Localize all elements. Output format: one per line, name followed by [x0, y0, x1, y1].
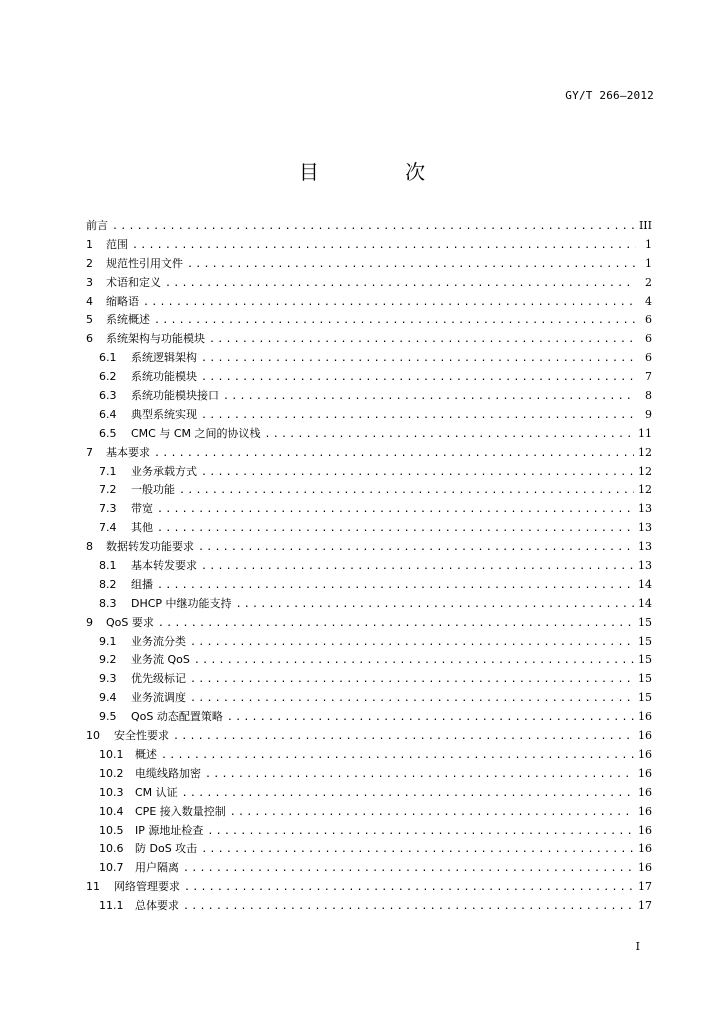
toc-leader-dots [187, 256, 636, 275]
toc-entry[interactable] [86, 255, 652, 274]
toc-entry[interactable] [86, 330, 652, 349]
toc-leader-dots [112, 218, 635, 237]
toc-leader-dots [201, 841, 634, 860]
toc-entry[interactable] [86, 538, 652, 557]
toc-leader-dots [209, 331, 636, 350]
toc-entry[interactable] [86, 708, 652, 727]
toc-entry-title: 带宽 [131, 502, 153, 516]
toc-leader-dots [161, 747, 634, 766]
toc-entry-title: 范围 [106, 237, 128, 251]
toc-entry-number: 9.4 [99, 691, 117, 705]
toc-leader-dots [157, 520, 634, 539]
toc-leader-dots [207, 823, 634, 842]
toc-entry-page: 15 [638, 672, 652, 686]
toc-entry-number: 11.1 [99, 899, 124, 913]
toc-entry-page: 16 [638, 785, 652, 799]
toc-entry-page: III [638, 219, 652, 232]
toc-entry-title: 其他 [131, 521, 153, 535]
toc-entry-title: 典型系统实现 [131, 407, 197, 421]
toc-entry-title: 优先级标记 [131, 672, 186, 686]
toc-leader-dots [205, 766, 634, 785]
toc-entry-page: 12 [638, 483, 652, 497]
toc-entry-number: 7 [86, 445, 93, 459]
toc-entry[interactable] [86, 557, 652, 576]
toc-entry-page: 13 [638, 559, 652, 573]
toc-entry[interactable] [86, 840, 652, 859]
toc-entry-page: 6 [645, 313, 652, 327]
toc-entry-title: 业务流调度 [131, 691, 186, 705]
toc-entry-number: 9.5 [99, 710, 117, 724]
toc-entry-number: 10.4 [99, 804, 124, 818]
toc-leader-dots [201, 350, 636, 369]
toc-entry[interactable] [86, 311, 652, 330]
toc-entry-title: 业务流分类 [131, 634, 186, 648]
toc-leader-dots [201, 464, 634, 483]
toc-entry-number: 6.1 [99, 351, 117, 365]
toc-entry[interactable] [86, 784, 652, 803]
toc-entry-page: 13 [638, 502, 652, 516]
toc-entry-number: 7.4 [99, 521, 117, 535]
toc-entry-page: 12 [638, 464, 652, 478]
toc-leader-dots [165, 275, 636, 294]
toc-entry-page: 6 [645, 332, 652, 346]
toc-entry-number: 5 [86, 313, 93, 327]
toc-entry-title: 规范性引用文件 [106, 256, 183, 270]
toc-entry-title: 网络管理要求 [114, 880, 180, 894]
toc-entry-title: 系统逻辑架构 [131, 351, 197, 365]
toc-leader-dots [190, 634, 634, 653]
toc-entry-title: CM 认证 [135, 785, 178, 799]
toc-entry-number: 9.2 [99, 653, 117, 667]
toc-entry[interactable] [86, 519, 652, 538]
toc-entry-page: 7 [645, 370, 652, 384]
toc-leader-dots [230, 804, 634, 823]
toc-leader-dots [157, 501, 634, 520]
toc-leader-dots [201, 369, 636, 388]
toc-entry-number: 10.2 [99, 766, 124, 780]
toc-entry-number: 7.3 [99, 502, 117, 516]
toc-entry[interactable] [86, 859, 652, 878]
toc-entry-number: 9.1 [99, 634, 117, 648]
toc-entry-number: 8.3 [99, 596, 117, 610]
toc-entry[interactable] [86, 897, 652, 916]
toc-entry[interactable] [86, 444, 652, 463]
toc-leader-dots [158, 615, 634, 634]
toc-entry[interactable] [86, 481, 652, 500]
toc-entry-page: 14 [638, 577, 652, 591]
page-title: 目 次 [298, 160, 466, 184]
toc-entry-page: 12 [638, 445, 652, 459]
toc-entry-title: 缩略语 [106, 294, 139, 308]
toc-leader-dots [265, 426, 634, 445]
toc-entry-title: 概述 [135, 747, 157, 761]
toc-entry[interactable] [86, 727, 652, 746]
standard-code: GY/T 266—2012 [565, 89, 654, 102]
toc-entry-page: 16 [638, 804, 652, 818]
toc-entry-number: 4 [86, 294, 93, 308]
toc-entry-page: 15 [638, 615, 652, 629]
toc-leader-dots [223, 388, 636, 407]
toc-entry-page: 6 [645, 351, 652, 365]
toc-entry-number: 11 [86, 880, 100, 894]
toc-leader-dots [190, 671, 634, 690]
toc-entry-page: 13 [638, 540, 652, 554]
toc-entry-title: 系统概述 [106, 313, 150, 327]
toc-entry-title: 一般功能 [131, 483, 175, 497]
toc-entry[interactable] [86, 349, 652, 368]
toc-entry-title: 防 DoS 攻击 [135, 842, 198, 856]
toc-entry-number: 2 [86, 256, 93, 270]
toc-leader-dots [236, 596, 634, 615]
toc-leader-dots [190, 690, 634, 709]
toc-entry-title: 数据转发功能要求 [106, 540, 194, 554]
toc-entry-title: 基本转发要求 [131, 559, 197, 573]
toc-entry[interactable] [86, 463, 652, 482]
toc-entry-title: 用户隔离 [135, 861, 179, 875]
toc-entry-number: 8.1 [99, 559, 117, 573]
toc-entry-title: 基本要求 [106, 445, 150, 459]
toc-entry-page: 2 [645, 275, 652, 289]
toc-entry-number: 10 [86, 729, 100, 743]
toc-entry-page: 9 [645, 407, 652, 421]
toc-entry[interactable] [86, 425, 652, 444]
toc-entry-title: 前言 [86, 219, 108, 232]
toc-entry-page: 11 [638, 426, 652, 440]
toc-entry-title: CMC 与 CM 之间的协议栈 [131, 426, 261, 440]
toc-entry-number: 6 [86, 332, 93, 346]
toc-entry-page: 1 [645, 237, 652, 251]
toc-entry-page: 15 [638, 653, 652, 667]
toc-entry-title: CPE 接入数量控制 [135, 804, 226, 818]
toc-leader-dots [201, 558, 634, 577]
toc-leader-dots [173, 728, 634, 747]
toc-entry[interactable] [86, 765, 652, 784]
toc-leader-dots [184, 879, 634, 898]
toc-entry-number: 9.3 [99, 672, 117, 686]
toc-entry[interactable] [86, 406, 652, 425]
toc-entry[interactable] [86, 746, 652, 765]
toc-leader-dots [194, 652, 634, 671]
toc-entry-page: 17 [638, 880, 652, 894]
toc-entry-number: 7.1 [99, 464, 117, 478]
toc-leader-dots [143, 294, 636, 313]
toc-entry[interactable] [86, 670, 652, 689]
toc-entry-number: 8.2 [99, 577, 117, 591]
toc-leader-dots [201, 407, 636, 426]
toc-entry-page: 15 [638, 634, 652, 648]
toc-entry-title: 组播 [131, 577, 153, 591]
toc-leader-dots [132, 237, 636, 256]
toc-leader-dots [183, 898, 634, 917]
toc-entry-page: 16 [638, 823, 652, 837]
toc-leader-dots [183, 860, 634, 879]
toc-entry[interactable] [86, 633, 652, 652]
toc-entry-number: 10.7 [99, 861, 124, 875]
toc-leader-dots [198, 539, 634, 558]
toc-entry-title: 安全性要求 [114, 729, 169, 743]
toc-entry-page: 8 [645, 389, 652, 403]
toc-entry-title: 业务承载方式 [131, 464, 197, 478]
toc-entry-page: 15 [638, 691, 652, 705]
toc-entry-page: 13 [638, 521, 652, 535]
toc-entry[interactable] [86, 689, 652, 708]
toc-entry-page: 16 [638, 729, 652, 743]
toc-entry[interactable] [86, 217, 652, 236]
toc-leader-dots [227, 709, 634, 728]
toc-entry-title: 业务流 QoS [131, 653, 190, 667]
toc-leader-dots [157, 577, 634, 596]
toc-entry-title: IP 源地址检查 [135, 823, 204, 837]
toc-entry-number: 7.2 [99, 483, 117, 497]
toc-entry-title: 术语和定义 [106, 275, 161, 289]
toc-entry[interactable] [86, 368, 652, 387]
toc-leader-dots [182, 785, 634, 804]
toc-entry[interactable] [86, 236, 652, 255]
toc-entry-number: 3 [86, 275, 93, 289]
toc-leader-dots [154, 312, 636, 331]
toc-entry-number: 6.3 [99, 389, 117, 403]
toc-entry-number: 10.3 [99, 785, 124, 799]
toc-entry-number: 1 [86, 237, 93, 251]
toc-entry[interactable] [86, 500, 652, 519]
toc-entry-number: 6.5 [99, 426, 117, 440]
toc-entry-number: 6.2 [99, 370, 117, 384]
toc-entry-title: QoS 要求 [106, 615, 154, 629]
toc-entry-number: 8 [86, 540, 93, 554]
toc-entry-page: 17 [638, 899, 652, 913]
toc-leader-dots [154, 445, 634, 464]
toc-entry-page: 4 [645, 294, 652, 308]
toc-entry-page: 16 [638, 747, 652, 761]
toc-leader-dots [179, 482, 634, 501]
toc-entry-number: 6.4 [99, 407, 117, 421]
toc-entry-number: 9 [86, 615, 93, 629]
toc-entry[interactable] [86, 803, 652, 822]
toc-entry-page: 16 [638, 842, 652, 856]
toc-entry-number: 10.1 [99, 747, 124, 761]
toc-entry-title: 系统架构与功能模块 [106, 332, 205, 346]
toc-entry[interactable] [86, 651, 652, 670]
toc-entry[interactable] [86, 878, 652, 897]
toc-entry-title: 系统功能模块接口 [131, 389, 219, 403]
toc-entry-title: DHCP 中继功能支持 [131, 596, 232, 610]
toc-entry[interactable] [86, 293, 652, 312]
toc-entry-page: 16 [638, 861, 652, 875]
toc-entry-title: 系统功能模块 [131, 370, 197, 384]
toc-entry-title: 总体要求 [135, 899, 179, 913]
toc-entry-page: 1 [645, 256, 652, 270]
toc-entry-page: 16 [638, 710, 652, 724]
table-of-contents [86, 217, 652, 916]
toc-entry[interactable] [86, 274, 652, 293]
toc-entry-number: 10.6 [99, 842, 124, 856]
toc-entry[interactable] [86, 822, 652, 841]
page-number: I [635, 940, 640, 953]
toc-entry[interactable] [86, 576, 652, 595]
toc-entry-page: 16 [638, 766, 652, 780]
toc-entry[interactable] [86, 387, 652, 406]
toc-entry[interactable] [86, 614, 652, 633]
toc-entry-number: 10.5 [99, 823, 124, 837]
toc-entry-page: 14 [638, 596, 652, 610]
toc-entry-title: QoS 动态配置策略 [131, 710, 223, 724]
toc-entry-title: 电缆线路加密 [135, 766, 201, 780]
toc-entry[interactable] [86, 595, 652, 614]
